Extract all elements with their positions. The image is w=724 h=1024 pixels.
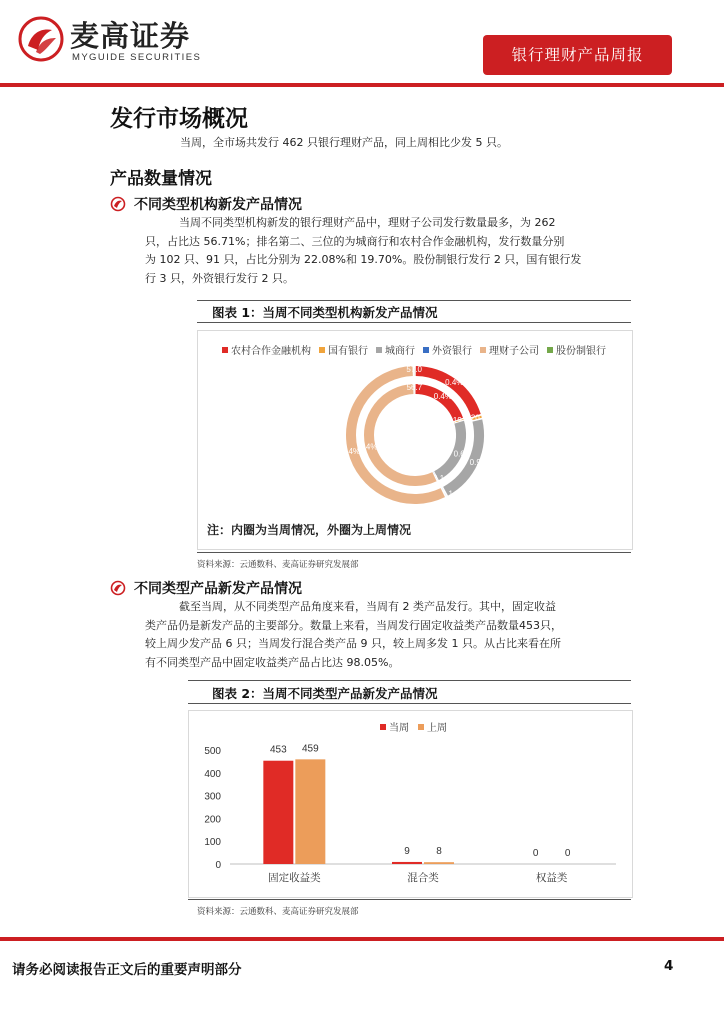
legend-item <box>480 342 539 357</box>
ring-data-label: 57.0 <box>406 365 422 375</box>
bullet-icon <box>110 196 126 212</box>
x-category-label: 混合类 <box>407 872 439 884</box>
chart1-source: 资料来源：云通数科、麦高证券研究发展部 <box>197 560 359 570</box>
y-tick-label: 400 <box>204 768 221 780</box>
ring-data-label: 19.7 <box>452 416 469 426</box>
bar-chart <box>188 712 631 894</box>
ring-data-label: 56.7 <box>406 383 423 393</box>
logo-icon <box>18 16 64 62</box>
ring-data-label: 0.4% <box>341 446 361 456</box>
page-number: 4 <box>664 958 674 974</box>
figure-rule <box>197 552 631 553</box>
block1-title: 不同类型机构新发产品情况 <box>134 197 302 213</box>
chart1-legend <box>222 342 606 357</box>
header-divider <box>0 83 724 87</box>
ring-data-label: 0.4% <box>359 442 378 452</box>
figure-rule <box>188 680 631 681</box>
legend-label: 理财子公司 <box>489 346 539 357</box>
footer-disclaimer: 请务必阅读报告正文后的重要声明部分 <box>12 962 242 978</box>
legend-item <box>319 342 368 357</box>
chart1-note: 注：内圈为当周情况，外圈为上周情况 <box>207 523 412 537</box>
chart2-legend <box>380 721 447 734</box>
ring-data-label: 0.9 <box>469 458 481 468</box>
figure-rule <box>188 899 631 900</box>
bar-data-label: 8 <box>436 846 442 858</box>
legend-label: 上周 <box>427 723 447 734</box>
x-category-label: 固定收益类 <box>268 872 321 884</box>
bar <box>263 761 293 864</box>
brand-name: 麦高证券 <box>70 19 191 53</box>
ring-data-label: 20.3 <box>470 413 487 423</box>
chart2-source: 资料来源：云通数科、麦高证券研究发展部 <box>197 907 359 917</box>
footer-divider <box>0 937 724 941</box>
legend-item <box>423 342 472 357</box>
report-type-badge: 银行理财产品周报 <box>483 35 672 75</box>
legend-swatch <box>380 724 386 730</box>
bar <box>392 862 422 864</box>
section-title: 发行市场概况 <box>110 105 248 132</box>
ring-data-label: 21.1 <box>437 489 453 499</box>
bullet-icon <box>110 580 126 596</box>
donut-chart <box>320 360 510 510</box>
ring-data-label: 0.4% <box>433 391 452 401</box>
x-category-label: 权益类 <box>535 872 568 884</box>
inner-ring-segment <box>369 389 434 481</box>
legend-label: 农村合作金融机构 <box>231 346 311 357</box>
y-tick-label: 200 <box>204 814 221 826</box>
figure2-title: 图表 2：当周不同类型产品新发产品情况 <box>212 686 438 701</box>
figure-rule <box>197 322 631 323</box>
legend-label: 股份制银行 <box>556 346 606 357</box>
legend-swatch <box>376 347 382 353</box>
legend-swatch <box>418 724 424 730</box>
legend-item <box>547 342 606 357</box>
legend-item <box>376 342 415 357</box>
ring-data-label: 22.1 <box>428 473 445 483</box>
legend-swatch <box>222 347 228 353</box>
legend-label: 外资银行 <box>432 346 472 357</box>
ring-data-label: 0.6 <box>453 449 465 459</box>
bar <box>424 862 454 864</box>
legend-item <box>222 342 311 357</box>
y-tick-label: 300 <box>204 791 221 803</box>
bar-data-label: 453 <box>269 744 287 756</box>
legend-label: 当周 <box>389 723 409 734</box>
legend-swatch <box>547 347 553 353</box>
brand-name-en: MYGUIDE SECURITIES <box>72 52 202 63</box>
paragraph-line: 有不同类型产品中固定收益类产品占比达 98.05%。 <box>145 655 400 669</box>
paragraph-line: 为 102 只、91 只，占比分别为 22.08%和 19.70%。股份制银行发行 2 只，国有银行发 <box>145 253 582 267</box>
block2-title: 不同类型产品新发产品情况 <box>134 581 302 597</box>
legend-swatch <box>319 347 325 353</box>
subsection-title: 产品数量情况 <box>110 169 212 189</box>
legend-label: 国有银行 <box>328 346 368 357</box>
bar-data-label: 459 <box>301 743 319 755</box>
paragraph-line: 类产品仍是新发产品的主要部分。数量上来看，当周发行固定收益类产品数量453只， <box>145 618 562 632</box>
bar-data-label: 9 <box>404 845 410 857</box>
y-tick-label: 100 <box>204 837 221 849</box>
block2-paragraph <box>145 598 615 672</box>
legend-swatch <box>480 347 486 353</box>
paragraph-line: 较上周少发产品 6 只；当周发行混合类产品 9 只，较上周多发 1 只。从占比来看在所 <box>145 637 561 651</box>
paragraph-line: 截至当周，从不同类型产品角度来看，当周有 2 类产品发行。其中，固定收益 <box>179 600 556 613</box>
figure1-title: 图表 1：当周不同类型机构新发产品情况 <box>212 305 438 320</box>
paragraph-line: 行 3 只，外资银行发行 2 只。 <box>145 271 294 285</box>
legend-swatch <box>423 347 429 353</box>
paragraph-line: 当周不同类型机构新发的银行理财产品中，理财子公司发行数量最多，为 262 <box>179 216 556 229</box>
ring-data-label: 0.4% <box>445 377 464 387</box>
figure-rule <box>188 703 631 704</box>
block1-paragraph <box>145 214 615 288</box>
y-tick-label: 500 <box>204 746 221 757</box>
bar-data-label: 0 <box>532 848 539 859</box>
bar-data-label: 0 <box>564 848 571 859</box>
y-tick-label: 0 <box>215 860 221 871</box>
bar <box>295 759 325 864</box>
figure-rule <box>197 300 631 301</box>
paragraph-line: 只，占比达 56.71%；排名第二、三位的为城商行和农村合作金融机构，发行数量分别 <box>145 234 565 248</box>
legend-label: 城商行 <box>385 346 415 357</box>
section-summary: 当周，全市场共发行 462 只银行理财产品，同上周相比少发 5 只。 <box>180 136 508 149</box>
